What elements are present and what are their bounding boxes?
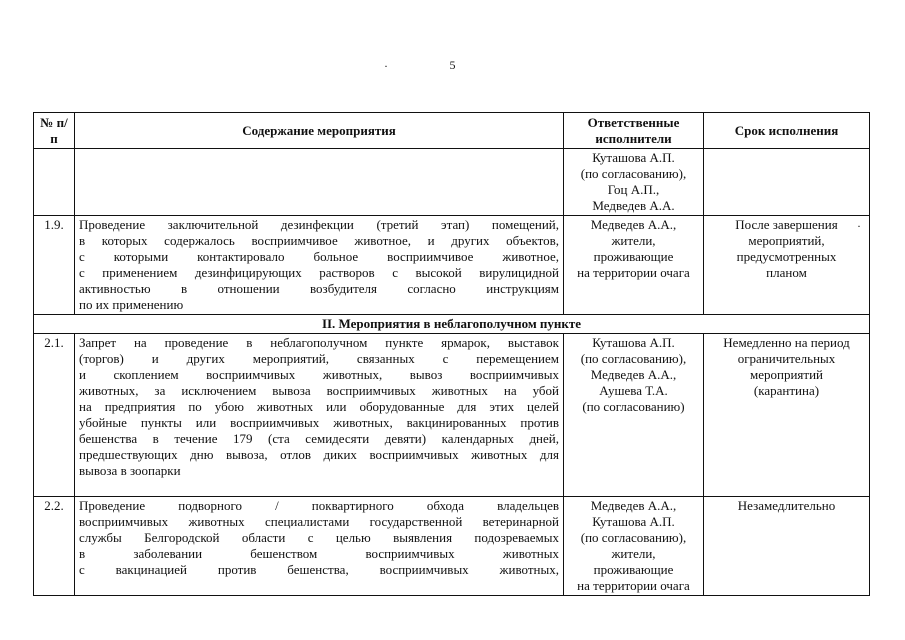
cell-deadline	[704, 149, 870, 216]
responsible-line: (по согласованию),	[580, 166, 687, 181]
content-line: по их применению	[79, 297, 184, 312]
content-line: с вакцинацией против бешенства, восприимчивых животных,	[79, 562, 559, 577]
cell-deadline	[704, 334, 870, 497]
cell-content	[75, 216, 564, 315]
responsible-line: Медведев А.А.,	[590, 217, 677, 232]
deadline-line: Незамедлительно	[737, 498, 836, 513]
content-line: Проведение подворного / поквартирного обхода владельцев	[79, 498, 559, 513]
responsible-line: (по согласованию),	[580, 351, 687, 366]
header-num: № п/п	[34, 113, 75, 149]
section-title: II. Мероприятия в неблагополучном пункте	[34, 315, 870, 334]
content-line: в заболевании бешенством восприимчивых животных	[79, 546, 559, 561]
cell-num: 2.1.	[34, 334, 75, 497]
responsible-line: (по согласованию)	[582, 399, 685, 414]
responsible-line: Куташова А.П.	[592, 514, 675, 529]
content-line: вывоза в зоопарки	[79, 463, 181, 478]
table-row-2-2	[34, 497, 870, 596]
cell-deadline	[704, 497, 870, 596]
deadline-line: ограничительных	[737, 351, 836, 366]
cell-responsible	[564, 497, 704, 596]
content-line: убойные пункты или восприимчивых животных, вакцинированных против	[79, 415, 559, 430]
content-line: активностью в отношении возбудителя согласно инструкциям	[79, 281, 559, 296]
responsible-line: Медведев А.А.	[592, 198, 675, 213]
cell-responsible	[564, 149, 704, 216]
content-line: в которых содержалось восприимчивое животное, и других объектов,	[79, 233, 559, 248]
events-table	[33, 112, 870, 596]
deadline-line: мероприятий,	[748, 233, 825, 248]
cell-content	[75, 334, 564, 497]
deadline-line: предусмотренных	[736, 249, 837, 264]
header-responsible: Ответственные исполнители	[564, 113, 704, 149]
responsible-line: Куташова А.П.	[592, 335, 675, 350]
deadline-line: планом	[766, 265, 807, 280]
deadline-line: мероприятий	[750, 367, 823, 382]
responsible-line: проживающие	[593, 249, 674, 264]
cell-deadline	[704, 216, 870, 315]
responsible-line: на территории очага	[577, 578, 690, 593]
cell-content	[75, 149, 564, 216]
cell-num: 1.9.	[34, 216, 75, 315]
content-line: животных, за исключением вывоза восприимчивых животных на убой	[79, 383, 559, 398]
cell-num	[34, 149, 75, 216]
content-line: службы Белгородской области с целью выявления подозреваемых	[79, 530, 559, 545]
responsible-line: жители,	[611, 546, 656, 561]
section-heading-row	[34, 315, 870, 334]
content-line: Запрет на проведение в неблагополучном пункте ярмарок, выставок	[79, 335, 559, 350]
responsible-line: Гоц А.П.,	[607, 182, 660, 197]
cell-content	[75, 497, 564, 596]
content-line: бешенства в течение 179 (ста семидесяти девяти) календарных дней,	[79, 431, 559, 446]
cell-responsible	[564, 216, 704, 315]
page-number: 5	[449, 58, 456, 72]
deadline-line: После завершения	[735, 217, 838, 232]
table-row-2-1	[34, 334, 870, 497]
responsible-line: Аушева Т.А.	[599, 383, 668, 398]
scan-speck: ·	[857, 219, 861, 233]
content-line: (торгов) и других мероприятий, связанных с перемещением	[79, 351, 559, 366]
cell-num: 2.2.	[34, 497, 75, 596]
responsible-line: проживающие	[593, 562, 674, 577]
content-line: с которыми контактировало больное восприимчивое животное,	[79, 249, 559, 264]
responsible-line: на территории очага	[577, 265, 690, 280]
scan-speck: ·	[384, 59, 388, 73]
responsible-line: Медведев А.А.,	[590, 367, 677, 382]
cell-responsible	[564, 334, 704, 497]
content-line: с применением дезинфицирующих растворов с высокой вирулицидной	[79, 265, 559, 280]
deadline-line: Немедленно на период	[723, 335, 850, 350]
responsible-line: жители,	[611, 233, 656, 248]
table-header-row	[34, 113, 870, 149]
responsible-line: Куташова А.П.	[592, 150, 675, 165]
content-line: Проведение заключительной дезинфекции (третий этап) помещений,	[79, 217, 559, 232]
header-content: Содержание мероприятия	[75, 113, 564, 149]
content-line: на предприятия по убою животных или оборудованные для этих целей	[79, 399, 559, 414]
table-row-1-9	[34, 216, 870, 315]
responsible-line: (по согласованию),	[580, 530, 687, 545]
content-line: и скоплением восприимчивых животных, вывоз восприимчивых	[79, 367, 559, 382]
header-deadline: Срок исполнения	[704, 113, 870, 149]
deadline-line: (карантина)	[753, 383, 820, 398]
table-row-continued	[34, 149, 870, 216]
content-line: предшествующих дню вывоза, отлов диких восприимчивых животных для	[79, 447, 559, 462]
responsible-line: Медведев А.А.,	[590, 498, 677, 513]
content-line: восприимчивых животных специалистами государственной ветеринарной	[79, 514, 559, 529]
